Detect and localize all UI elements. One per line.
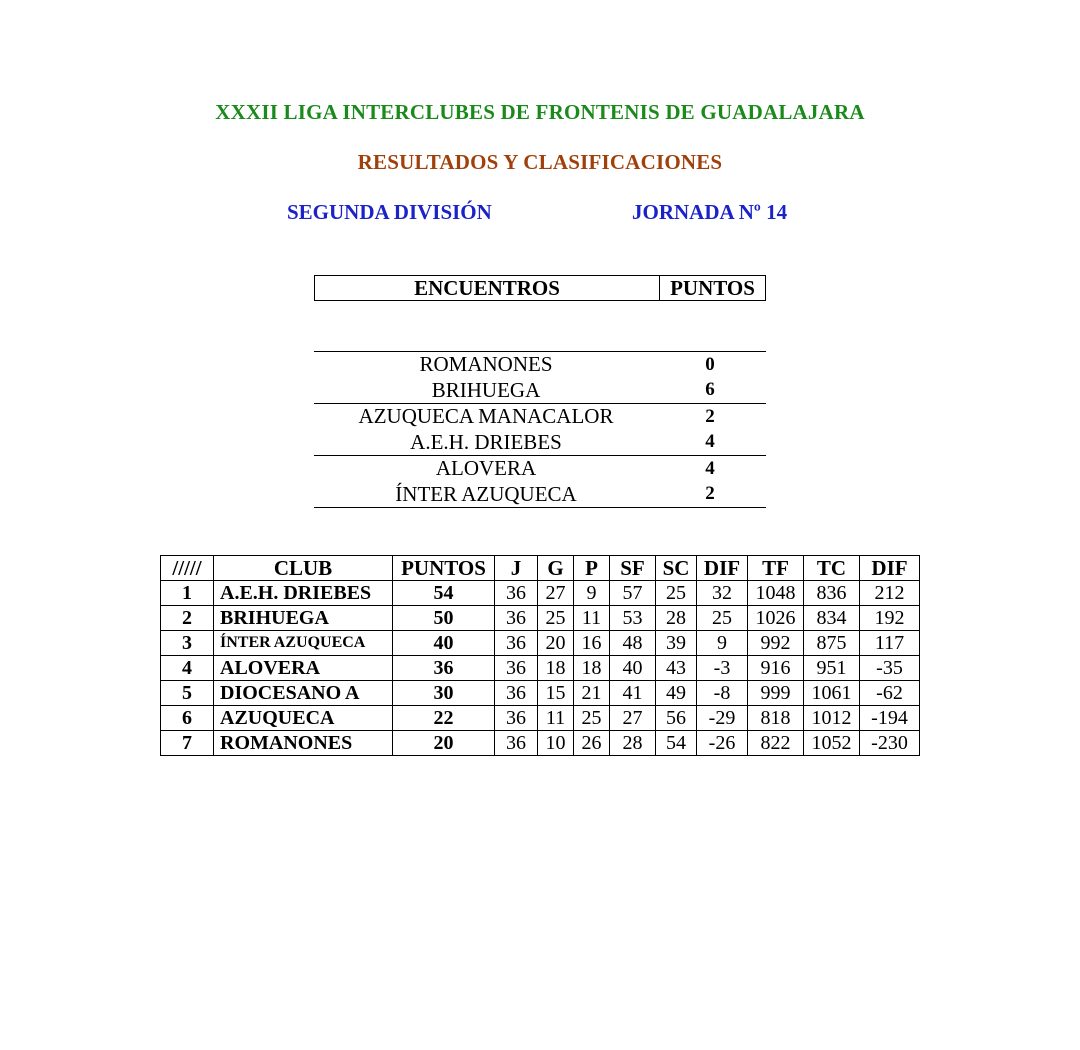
results-subtitle: RESULTADOS Y CLASIFICACIONES — [357, 150, 723, 174]
standings-header-row — [161, 556, 920, 581]
cell-tf: 1048 — [748, 581, 804, 606]
cell-g: 10 — [538, 731, 574, 756]
cell-dif-sets: -8 — [697, 681, 748, 706]
match — [314, 455, 766, 508]
cell-p: 21 — [574, 681, 610, 706]
cell-dif-tantos: 192 — [860, 606, 920, 631]
cell-club: AZUQUECA — [214, 706, 393, 731]
cell-p: 16 — [574, 631, 610, 656]
home-points: 4 — [705, 457, 715, 479]
cell-puntos: 40 — [393, 631, 495, 656]
table-row — [161, 681, 920, 706]
col-header-tc: TC — [804, 556, 860, 581]
cell-tc: 1061 — [804, 681, 860, 706]
cell-pos: 5 — [161, 681, 214, 706]
league-title: XXXII LIGA INTERCLUBES DE FRONTENIS DE GUADALAJARA — [215, 100, 865, 124]
home-team: AZUQUECA MANACALOR — [358, 404, 614, 429]
cell-pos: 1 — [161, 581, 214, 606]
cell-pos: 7 — [161, 731, 214, 756]
cell-club: A.E.H. DRIEBES — [214, 581, 393, 606]
col-header-sf: SF — [610, 556, 656, 581]
cell-club: ÍNTER AZUQUECA — [214, 631, 393, 656]
col-header-tf: TF — [748, 556, 804, 581]
cell-sf: 53 — [610, 606, 656, 631]
cell-tf: 992 — [748, 631, 804, 656]
cell-dif-sets: 25 — [697, 606, 748, 631]
cell-j: 36 — [495, 731, 538, 756]
cell-tc: 1012 — [804, 706, 860, 731]
cell-club: BRIHUEGA — [214, 606, 393, 631]
cell-tc: 834 — [804, 606, 860, 631]
cell-tf: 999 — [748, 681, 804, 706]
cell-g: 18 — [538, 656, 574, 681]
cell-g: 20 — [538, 631, 574, 656]
cell-dif-tantos: 212 — [860, 581, 920, 606]
cell-pos: 6 — [161, 706, 214, 731]
cell-j: 36 — [495, 656, 538, 681]
cell-j: 36 — [495, 581, 538, 606]
cell-tf: 916 — [748, 656, 804, 681]
encuentros-header: ENCUENTROS — [315, 276, 660, 300]
cell-sf: 41 — [610, 681, 656, 706]
cell-sc: 25 — [656, 581, 697, 606]
col-header-dif-sets: DIF — [697, 556, 748, 581]
cell-p: 9 — [574, 581, 610, 606]
cell-dif-tantos: -35 — [860, 656, 920, 681]
cell-club: ROMANONES — [214, 731, 393, 756]
home-team: ROMANONES — [419, 352, 553, 377]
home-team: ALOVERA — [435, 456, 537, 481]
col-header-dif-tantos: DIF — [860, 556, 920, 581]
cell-j: 36 — [495, 606, 538, 631]
cell-dif-sets: -29 — [697, 706, 748, 731]
cell-g: 27 — [538, 581, 574, 606]
cell-sf: 57 — [610, 581, 656, 606]
cell-sf: 28 — [610, 731, 656, 756]
table-row — [161, 706, 920, 731]
table-row — [161, 581, 920, 606]
cell-p: 18 — [574, 656, 610, 681]
puntos-header: PUNTOS — [670, 276, 755, 300]
away-points: 4 — [705, 431, 715, 453]
col-header-pos: ///// — [161, 556, 214, 581]
cell-pos: 4 — [161, 656, 214, 681]
cell-dif-sets: -26 — [697, 731, 748, 756]
cell-g: 15 — [538, 681, 574, 706]
cell-dif-sets: -3 — [697, 656, 748, 681]
table-row — [161, 631, 920, 656]
cell-j: 36 — [495, 681, 538, 706]
cell-pos: 2 — [161, 606, 214, 631]
cell-dif-tantos: -194 — [860, 706, 920, 731]
away-team: ÍNTER AZUQUECA — [395, 481, 577, 506]
col-header-p: P — [574, 556, 610, 581]
cell-sc: 54 — [656, 731, 697, 756]
cell-sc: 56 — [656, 706, 697, 731]
matches-list — [314, 351, 766, 508]
cell-sc: 43 — [656, 656, 697, 681]
cell-pos: 3 — [161, 631, 214, 656]
cell-puntos: 22 — [393, 706, 495, 731]
away-team: A.E.H. DRIEBES — [410, 429, 562, 454]
cell-sc: 39 — [656, 631, 697, 656]
cell-puntos: 20 — [393, 731, 495, 756]
match — [314, 403, 766, 455]
table-row — [161, 656, 920, 681]
cell-tf: 822 — [748, 731, 804, 756]
cell-tc: 1052 — [804, 731, 860, 756]
cell-tf: 1026 — [748, 606, 804, 631]
cell-sc: 28 — [656, 606, 697, 631]
cell-j: 36 — [495, 631, 538, 656]
cell-p: 25 — [574, 706, 610, 731]
cell-dif-sets: 9 — [697, 631, 748, 656]
cell-dif-sets: 32 — [697, 581, 748, 606]
col-header-puntos: PUNTOS — [393, 556, 495, 581]
match — [314, 351, 766, 403]
cell-tf: 818 — [748, 706, 804, 731]
home-points: 0 — [705, 353, 715, 375]
matches-header — [314, 275, 766, 301]
home-points: 2 — [705, 405, 715, 427]
cell-tc: 951 — [804, 656, 860, 681]
standings-table — [160, 555, 920, 756]
cell-p: 11 — [574, 606, 610, 631]
cell-puntos: 30 — [393, 681, 495, 706]
col-header-club: CLUB — [214, 556, 393, 581]
cell-tc: 836 — [804, 581, 860, 606]
cell-tc: 875 — [804, 631, 860, 656]
col-header-sc: SC — [656, 556, 697, 581]
cell-sf: 40 — [610, 656, 656, 681]
table-row — [161, 606, 920, 631]
cell-dif-tantos: -230 — [860, 731, 920, 756]
cell-dif-tantos: -62 — [860, 681, 920, 706]
away-team: BRIHUEGA — [431, 377, 541, 402]
jornada-label: JORNADA Nº 14 — [632, 200, 788, 224]
cell-g: 11 — [538, 706, 574, 731]
col-header-g: G — [538, 556, 574, 581]
col-header-j: J — [495, 556, 538, 581]
cell-puntos: 50 — [393, 606, 495, 631]
cell-dif-tantos: 117 — [860, 631, 920, 656]
cell-puntos: 54 — [393, 581, 495, 606]
cell-g: 25 — [538, 606, 574, 631]
cell-club: ALOVERA — [214, 656, 393, 681]
division-label: SEGUNDA DIVISIÓN — [287, 200, 492, 224]
cell-club: DIOCESANO A — [214, 681, 393, 706]
cell-sc: 49 — [656, 681, 697, 706]
cell-puntos: 36 — [393, 656, 495, 681]
cell-sf: 48 — [610, 631, 656, 656]
cell-sf: 27 — [610, 706, 656, 731]
table-row — [161, 731, 920, 756]
away-points: 2 — [705, 483, 715, 505]
cell-j: 36 — [495, 706, 538, 731]
away-points: 6 — [705, 379, 715, 401]
cell-p: 26 — [574, 731, 610, 756]
